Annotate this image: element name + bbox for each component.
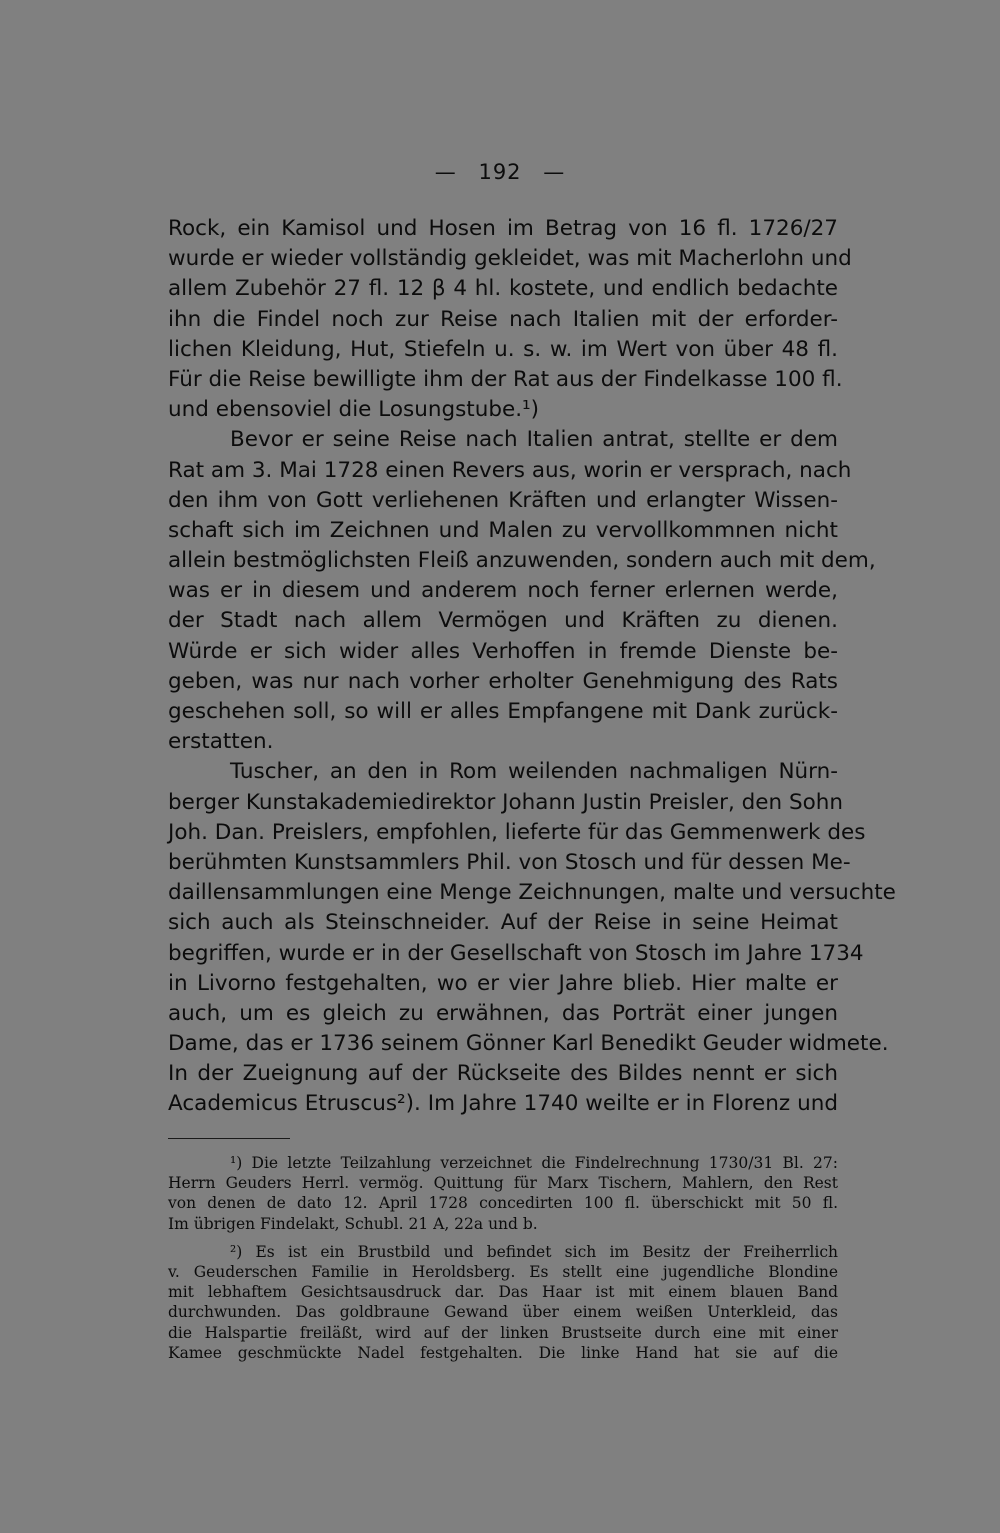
text-line: ihn die Findel noch zur Reise nach Italien mit der erforder- (168, 306, 838, 332)
footnote-line: Herrn Geuders Herrl. vermög. Quittung für Marx Tischern, Mahlern, den Rest (168, 1174, 838, 1193)
text-line: schaft sich im Zeichnen und Malen zu vervollkommnen nicht (168, 517, 838, 543)
text-line: wurde er wieder vollständig gekleidet, was mit Macherlohn und (168, 246, 852, 272)
text-line: Würde er sich wider alles Verhoffen in fremde Dienste be- (168, 638, 838, 664)
footnote-line: mit lebhaftem Gesichtsausdruck dar. Das Haar ist mit einem blauen Band (168, 1283, 838, 1302)
text-line: sich auch als Steinschneider. Auf der Reise in seine Heimat (168, 910, 838, 936)
page-header (0, 160, 1000, 184)
paragraph (168, 214, 852, 425)
text-line: In der Zueignung auf der Rückseite des Bildes nennt er sich (168, 1061, 838, 1087)
footnote-line: von denen de dato 12. April 1728 concedirten 100 fl. überschickt mit 50 fl. (168, 1194, 838, 1213)
footnote-line: Kamee geschmückte Nadel festgehalten. Die linke Hand hat sie auf die (168, 1343, 838, 1362)
footnote-line: v. Geuderschen Familie in Heroldsberg. Es stellt eine jugendliche Blondine (168, 1262, 838, 1281)
text-line: geben, was nur nach vorher erholter Genehmigung des Rats (168, 668, 838, 694)
header-dash-left: — (434, 160, 457, 184)
text-line: daillensammlungen eine Menge Zeichnungen, malte und versuchte (168, 880, 896, 906)
text-line: Tuscher, an den in Rom weilenden nachmaligen Nürn- (230, 759, 838, 785)
footnote (168, 1242, 838, 1363)
text-line: Rat am 3. Mai 1728 einen Revers aus, worin er versprach, nach (168, 457, 852, 483)
text-line: Für die Reise bewilligte ihm der Rat aus der Findelkasse 100 fl. (168, 366, 843, 392)
footnote-line: ¹) Die letzte Teilzahlung verzeichnet die Findelrechnung 1730/31 Bl. 27: (230, 1154, 838, 1172)
text-line: was er in diesem und anderem noch ferner erlernen werde, (168, 578, 838, 604)
text-line: Rock, ein Kamisol und Hosen im Betrag von 16 fl. 1726/27 (168, 216, 838, 241)
paragraph (168, 757, 896, 1119)
paragraph (168, 425, 876, 757)
page-number: 192 (478, 160, 522, 184)
footnote-separator (168, 1138, 290, 1139)
header-dash-right: — (543, 160, 566, 184)
text-line: erstatten. (168, 729, 274, 755)
text-line: der Stadt nach allem Vermögen und Kräften zu dienen. (168, 608, 838, 634)
text-line: Bevor er seine Reise nach Italien antrat, stellte er dem (230, 427, 838, 453)
text-line: allein bestmöglichsten Fleiß anzuwenden, sondern auch mit dem, (168, 548, 876, 574)
text-line: Joh. Dan. Preislers, empfohlen, lieferte für das Gemmenwerk des (168, 819, 866, 845)
text-line: und ebensoviel die Losungstube.¹) (168, 397, 540, 423)
text-line: den ihm von Gott verliehenen Kräften und erlangter Wissen- (168, 487, 838, 513)
text-line: lichen Kleidung, Hut, Stiefeln u. s. w. im Wert von über 48 fl. (168, 336, 838, 362)
footnote-line: ²) Es ist ein Brustbild und befindet sich im Besitz der Freiherrlich (230, 1242, 838, 1261)
text-line: allem Zubehör 27 fl. 12 β 4 hl. kostete, und endlich bedachte (168, 276, 838, 302)
footnote-line: durchwunden. Das goldbraune Gewand über einem weißen Unterkleid, das (168, 1303, 838, 1322)
footnote-line: die Halspartie freiläßt, wird auf der linken Brustseite durch eine mit einer (168, 1323, 838, 1342)
text-line: geschehen soll, so will er alles Empfangene mit Dank zurück- (168, 699, 838, 724)
text-line: Dame, das er 1736 seinem Gönner Karl Benedikt Geuder widmete. (168, 1031, 889, 1057)
body-text (168, 214, 896, 1120)
footnote-gap (168, 1234, 838, 1242)
text-line: berühmten Kunstsammlers Phil. von Stosch und für dessen Me- (168, 849, 851, 875)
text-line: in Livorno festgehalten, wo er vier Jahre blieb. Hier malte er (168, 970, 838, 996)
text-line: Academicus Etruscus²). Im Jahre 1740 weilte er in Florenz und (168, 1091, 838, 1117)
footnote (168, 1153, 838, 1234)
text-line: auch, um es gleich zu erwähnen, das Porträt einer jungen (168, 1000, 838, 1026)
footnotes (168, 1153, 838, 1363)
text-line: berger Kunstakademiedirektor Johann Justin Preisler, den Sohn (168, 789, 844, 815)
text-line: begriffen, wurde er in der Gesellschaft von Stosch im Jahre 1734 (168, 940, 864, 966)
footnote-line: Im übrigen Findelakt, Schubl. 21 A, 22a und b. (168, 1214, 538, 1233)
